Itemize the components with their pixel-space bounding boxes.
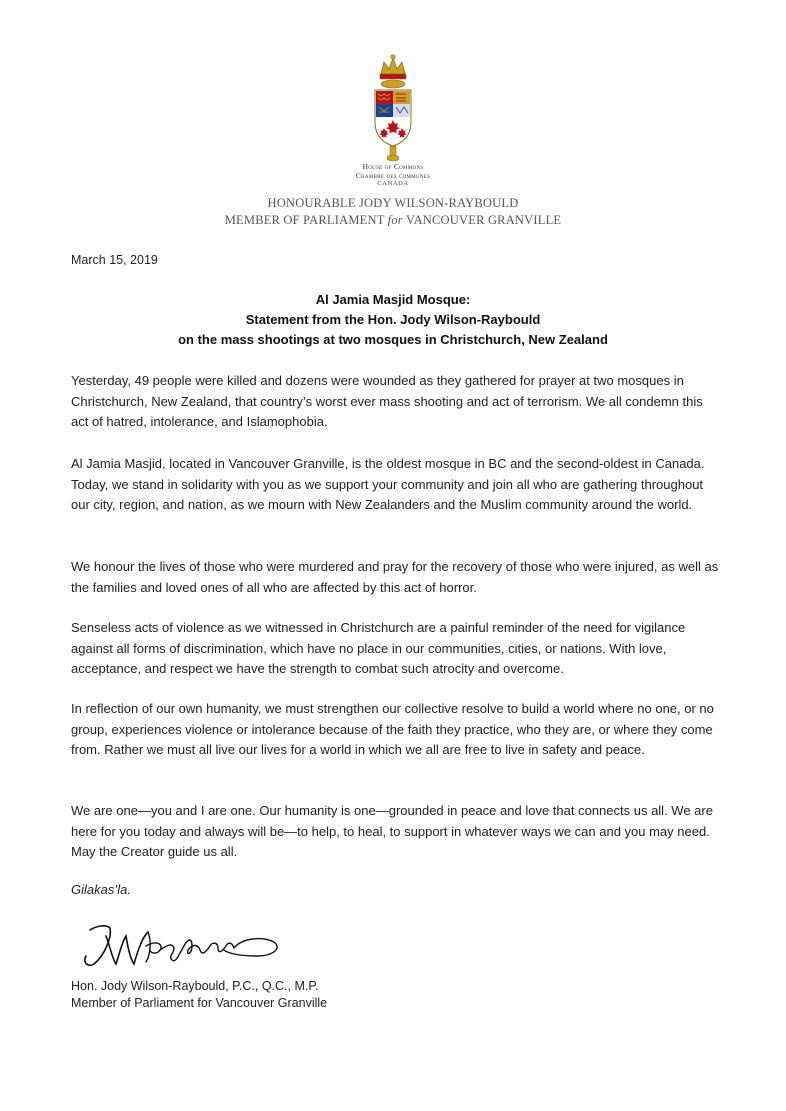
handwritten-signature-icon: [76, 916, 286, 976]
signer-title: Member of Parliament for Vancouver Granville: [71, 996, 328, 1010]
mp-for-word: for: [387, 213, 403, 227]
mp-name: HONOURABLE JODY WILSON-RAYBOULD: [267, 196, 519, 210]
mp-role: MEMBER OF PARLIAMENT: [224, 213, 385, 227]
paragraph-4-text: Senseless acts of violence as we witnessed in Christchurch are a painful reminder of the need for vigilance against all forms of discrimination, which have no place in our communities, cities, or nations. With love, acceptance, and respect we have the strength to combat such atrocity and overcome.: [71, 620, 686, 677]
signer-name: Hon. Jody Wilson-Raybould, P.C., Q.C., M.P.: [71, 979, 319, 993]
paragraph-5: [71, 699, 723, 761]
house-name-french: Chambre des communes: [355, 171, 431, 180]
closing-salutation: Gilakas’la.: [71, 882, 131, 897]
house-of-commons-crest-icon: [362, 54, 424, 162]
house-name-english: House of Commons: [362, 162, 424, 171]
country-name: CANADA: [377, 180, 409, 187]
paragraph-6: [71, 801, 723, 863]
statement-heading-line-3: on the mass shootings at two mosques in Christchurch, New Zealand: [178, 332, 608, 347]
mp-riding: VANCOUVER GRANVILLE: [405, 213, 562, 227]
statement-heading-line-1: Al Jamia Masjid Mosque:: [315, 292, 471, 307]
paragraph-1: [71, 371, 723, 433]
paragraph-2: [71, 454, 723, 516]
mp-riding-line: [0, 213, 786, 228]
paragraph-4: [71, 618, 723, 680]
paragraph-3: [71, 557, 723, 598]
paragraph-5-text: In reflection of our own humanity, we must strengthen our collective resolve to build a world where no one, or no group, experiences violence or intolerance because of the faith they practice, who they are, or where they come from. Rather we must all live our lives for a world in which we all are free to live in safety and peace.: [71, 701, 714, 758]
letter-date: March 15, 2019: [71, 253, 158, 267]
paragraph-6-text: We are one—you and I are one. Our humanity is one—grounded in peace and love that connects us all. We are here for you today and always will be—to help, to heal, to support in whatever ways we can and you may need. May the Creator guide us all.: [71, 803, 713, 860]
paragraph-2-text: Al Jamia Masjid, located in Vancouver Granville, is the oldest mosque in BC and the second-oldest in Canada. Today, we stand in solidarity with you as we support your community and join all who are gathering throughout our city, region, and nation, as we mourn with New Zealanders and the Muslim community around the world.: [71, 456, 705, 513]
statement-heading-line-2: Statement from the Hon. Jody Wilson-Raybould: [245, 312, 541, 327]
paragraph-3-text: We honour the lives of those who were murdered and pray for the recovery of those who were injured, as well as the families and loved ones of all who are affected by this act of horror.: [71, 559, 719, 595]
paragraph-1-text: Yesterday, 49 people were killed and dozens were wounded as they gathered for prayer at two mosques in Christchurch, New Zealand, that country’s worst ever mass shooting and act of terrorism. We all condemn this act of hatred, intolerance, and Islamophobia.: [71, 373, 703, 430]
